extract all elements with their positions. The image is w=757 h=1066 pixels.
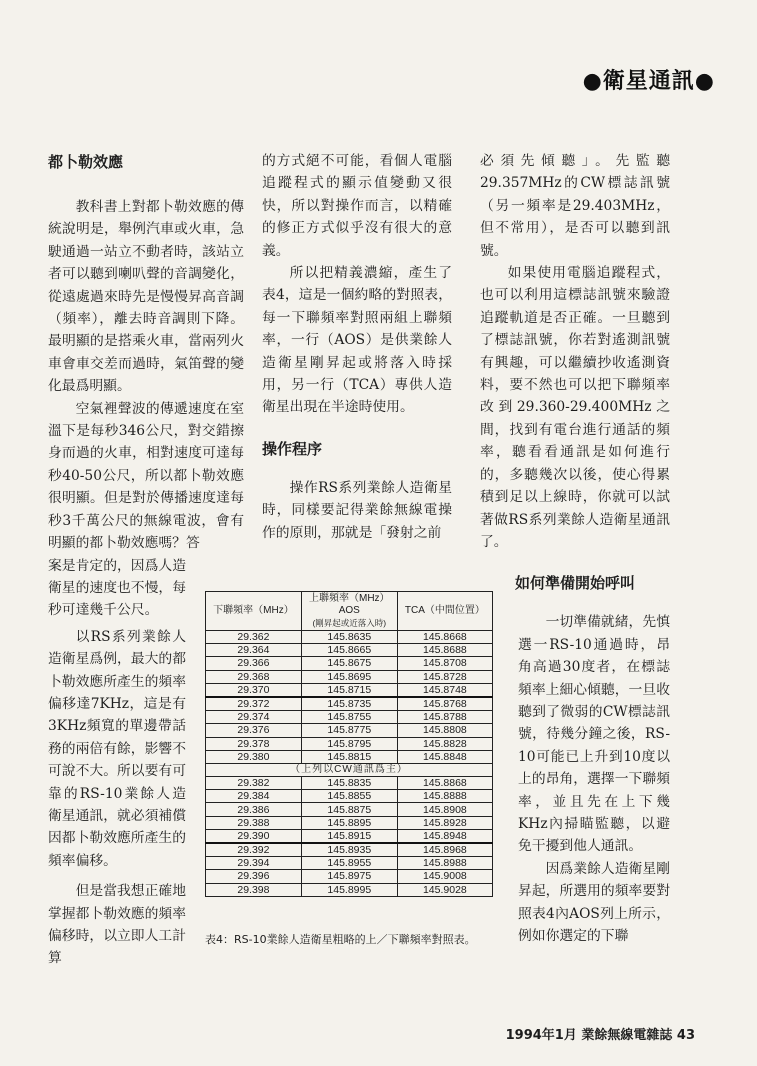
heading-procedure: 操作程序	[262, 439, 323, 458]
aos-cell: 145.8715	[301, 683, 397, 697]
aos-cell: 145.8695	[301, 670, 397, 683]
downlink-cell: 29.388	[206, 816, 302, 829]
aos-cell: 145.8995	[301, 883, 397, 896]
page-footer: 1994年1月 業餘無線電雜誌 43	[505, 1028, 695, 1043]
aos-cell: 145.8895	[301, 816, 397, 829]
paragraph: 案是肯定的，因爲人造衛星的速度也不慢，每秒可達幾千公尺。	[48, 557, 186, 619]
tca-cell: 145.8808	[397, 724, 492, 737]
aos-cell: 145.8635	[301, 631, 397, 644]
tca-cell: 145.8828	[397, 737, 492, 750]
cw-note: （上列以CW通訊爲主）	[206, 763, 493, 776]
aos-cell: 145.8795	[301, 737, 397, 750]
tca-cell: 145.8948	[397, 829, 492, 843]
header-aos-label: AOS	[338, 605, 360, 616]
tca-cell: 145.8788	[397, 711, 492, 724]
tca-cell: 145.8748	[397, 683, 492, 697]
header-uplink-aos	[301, 592, 397, 631]
column-3	[480, 150, 670, 947]
aos-cell: 145.8835	[301, 777, 397, 790]
paragraph: 所以把精義濃縮，產生了表4，這是一個約略的對照表，每一下聯頻率對照兩組上聯頻率，一行（AOS）是供業餘人造衛星剛昇起或將落入時採用，另一行（TCA）專供人造衛星出現在半途時使用。	[262, 265, 452, 416]
table-row	[206, 843, 493, 857]
tca-cell: 145.8928	[397, 816, 492, 829]
table-row	[206, 870, 493, 883]
paragraph: 操作RS系列業餘人造衛星時，同樣要記得業餘無線電操作的原則，那就是「發射之前	[262, 479, 452, 541]
table-row	[206, 790, 493, 803]
downlink-cell: 29.378	[206, 737, 302, 750]
heading-doppler: 都卜勒效應	[48, 153, 124, 171]
tca-cell: 145.8868	[397, 777, 492, 790]
table-row	[206, 883, 493, 896]
table-row	[206, 724, 493, 737]
table-row	[206, 697, 493, 711]
table-row	[206, 644, 493, 657]
section-tag: ●衛星通訊●	[582, 69, 715, 94]
aos-cell: 145.8665	[301, 644, 397, 657]
aos-cell: 145.8775	[301, 724, 397, 737]
column-2	[262, 150, 452, 544]
table-caption: 表4：RS-10業餘人造衛星粗略的上／下聯頻率對照表。	[205, 933, 476, 946]
aos-cell: 145.8855	[301, 790, 397, 803]
downlink-cell: 29.376	[206, 724, 302, 737]
tca-cell: 145.8988	[397, 857, 492, 870]
downlink-cell: 29.380	[206, 750, 302, 763]
aos-cell: 145.8875	[301, 803, 397, 816]
aos-cell: 145.8955	[301, 857, 397, 870]
aos-cell: 145.8735	[301, 697, 397, 711]
tca-cell: 145.8968	[397, 843, 492, 857]
downlink-cell: 29.384	[206, 790, 302, 803]
table-row	[206, 750, 493, 763]
table-row	[206, 683, 493, 697]
table-row	[206, 670, 493, 683]
paragraph: 的方式絕不可能，看個人電腦追蹤程式的顯示值變動又很快，所以對操作而言，以精確的修正方式似乎沒有很大的意義。	[262, 153, 452, 259]
paragraph: 必須先傾聽」。先監聽29.357MHz的CW標誌訊號（另一頻率是29.403MHz，但不常用），是否可以聽到訊號。	[480, 153, 670, 259]
heading-prepare-call: 如何準備開始呼叫	[514, 574, 635, 593]
tca-cell: 145.9028	[397, 883, 492, 896]
aos-cell: 145.8915	[301, 829, 397, 843]
table-row	[206, 816, 493, 829]
downlink-cell: 29.398	[206, 883, 302, 896]
table-row	[206, 711, 493, 724]
column-3-lower	[518, 611, 670, 947]
table-row	[206, 737, 493, 750]
aos-cell: 145.8815	[301, 750, 397, 763]
table-note-row	[206, 763, 493, 776]
paragraph: 以RS系列業餘人造衛星爲例，最大的都卜勒效應所產生的頻率偏移達7KHz，這是有3KHz頻寬的單邊帶話務的兩倍有餘，影響不可說不大。所以要有可靠的RS-10業餘人造衛星通訊，就必須補償因都卜勒效應所產生的頻率偏移。	[48, 628, 186, 869]
table-row	[206, 803, 493, 816]
aos-cell: 145.8935	[301, 843, 397, 857]
downlink-cell: 29.366	[206, 657, 302, 670]
frequency-table	[205, 591, 493, 897]
aos-cell: 145.8675	[301, 657, 397, 670]
table-row	[206, 829, 493, 843]
downlink-cell: 29.368	[206, 670, 302, 683]
downlink-cell: 29.394	[206, 857, 302, 870]
downlink-cell: 29.396	[206, 870, 302, 883]
header-downlink: 下聯頻率（MHz）	[206, 592, 302, 631]
downlink-cell: 29.364	[206, 644, 302, 657]
tca-cell: 145.9008	[397, 870, 492, 883]
tca-cell: 145.8768	[397, 697, 492, 711]
tca-cell: 145.8848	[397, 750, 492, 763]
paragraph: 因爲業餘人造衛星剛昇起，所選用的頻率要對照表4內AOS列上所示，例如你選定的下聯	[518, 860, 670, 944]
column-1-lower	[48, 555, 186, 970]
table-body-ssb	[206, 777, 493, 897]
table-row	[206, 631, 493, 644]
tca-cell: 145.8888	[397, 790, 492, 803]
header-tca: TCA（中間位置）	[397, 592, 492, 631]
downlink-cell: 29.386	[206, 803, 302, 816]
aos-cell: 145.8975	[301, 870, 397, 883]
downlink-cell: 29.382	[206, 777, 302, 790]
paragraph: 但是當我想正確地掌握都卜勒效應的頻率偏移時，以立即人工計算	[48, 883, 186, 967]
paragraph: 教科書上對都卜勒效應的傳統說明是，舉例汽車或火車，急駛通過一站立不動者時，該站立者可以聽到喇叭聲的音調變化，從遠處過來時先是慢慢昇高音調（頻率），離去時音調則下降。最明顯的是搭乘火車，當兩列火車會車交差而過時，氣笛聲的變化最爲明顯。	[48, 199, 244, 395]
downlink-cell: 29.370	[206, 683, 302, 697]
tca-cell: 145.8728	[397, 670, 492, 683]
paragraph: 如果使用電腦追蹤程式，也可以利用這標誌訊號來驗證追蹤軌道是否正確。一旦聽到了標誌訊號，你若對遙測訊號有興趣，可以繼續抄收遙測資料，要不然也可以把下聯頻率改到29.360-29.400MHz之間，找到有電台進行通話的頻率，聽看看通訊是如何進行的，多聽幾次以後，使心得累積到足以上線時，你就可以試著做RS系列業餘人造衛星通訊了。	[480, 265, 670, 550]
downlink-cell: 29.372	[206, 697, 302, 711]
downlink-cell: 29.392	[206, 843, 302, 857]
table-row	[206, 857, 493, 870]
table-body-cw	[206, 631, 493, 764]
downlink-cell: 29.374	[206, 711, 302, 724]
downlink-cell: 29.390	[206, 829, 302, 843]
header-uplink-title: 上聯頻率（MHz）	[309, 593, 390, 604]
tca-cell: 145.8688	[397, 644, 492, 657]
aos-cell: 145.8755	[301, 711, 397, 724]
header-aos-note: (剛昇起或近落入時)	[312, 618, 387, 628]
downlink-cell: 29.362	[206, 631, 302, 644]
paragraph: 空氣裡聲波的傳遞速度在室溫下是每秒346公尺，對交錯擦身而過的火車，相對速度可達每秒40-50公尺，所以都卜勒效應很明顯。但是對於傳播速度達每秒3千萬公尺的無線電波，會有明顯的都卜勒效應嗎？答	[48, 400, 244, 552]
tca-cell: 145.8668	[397, 631, 492, 644]
table-row	[206, 657, 493, 670]
paragraph: 一切準備就緒，先慎選一RS-10通過時，昂角高過30度者，在標誌頻率上細心傾聽，一旦收聽到了微弱的CW標誌訊號，待幾分鐘之後，RS-10可能已上升到10度以上的昂角，選擇一下聯頻率，並且先在上下幾KHz內掃瞄監聽，以避免干擾到他人通訊。	[518, 614, 670, 855]
tca-cell: 145.8908	[397, 803, 492, 816]
tca-cell: 145.8708	[397, 657, 492, 670]
table-note-body	[206, 763, 493, 776]
table-header-row	[206, 592, 493, 631]
table-row	[206, 777, 493, 790]
